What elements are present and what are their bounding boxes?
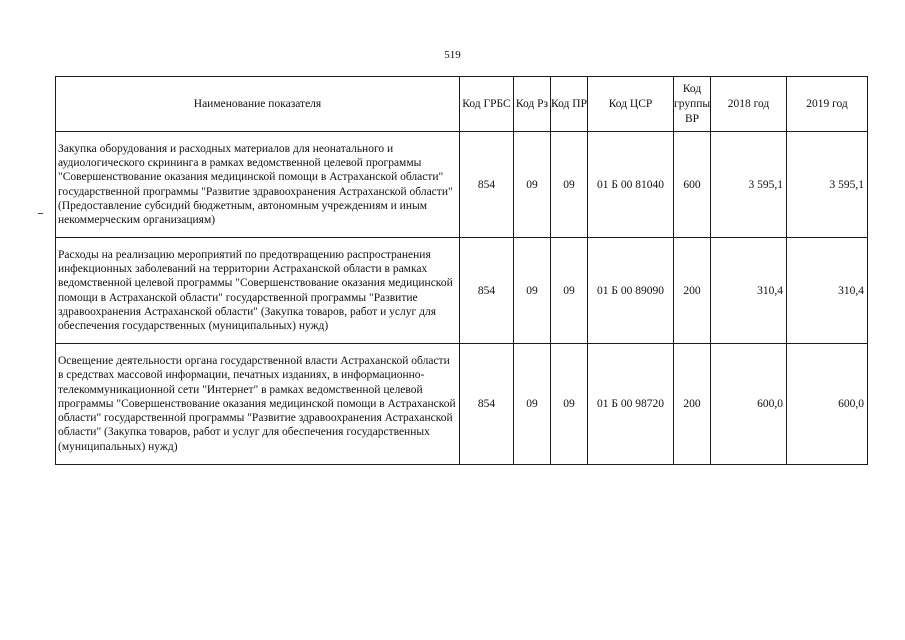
row-rz: 09 xyxy=(514,344,551,465)
row-grbs: 854 xyxy=(460,238,514,344)
table-row xyxy=(56,238,868,344)
row-rz: 09 xyxy=(514,132,551,238)
row-pr: 09 xyxy=(551,344,588,465)
row-name: Освещение деятельности органа государственной власти Астраханской области в средствах массовой информации, печатных изданиях, в информационно-телекоммуникационной сети "Интернет" в рамках ведомственной целевой программы "Совершенствование оказания медицинской помощи в Астраханской области" государственной программы "Развитие здравоохранения Астраханской области" (Закупка товаров, работ и услуг для обеспечения государственных (муниципальных) нужд) xyxy=(56,344,460,465)
row-2018: 600,0 xyxy=(711,344,787,465)
row-2018: 3 595,1 xyxy=(711,132,787,238)
page-number: 519 xyxy=(444,49,461,61)
row-csr: 01 Б 00 89090 xyxy=(588,238,674,344)
row-csr: 01 Б 00 81040 xyxy=(588,132,674,238)
row-2019: 600,0 xyxy=(787,344,868,465)
row-grbs: 854 xyxy=(460,132,514,238)
row-csr: 01 Б 00 98720 xyxy=(588,344,674,465)
row-vr: 200 xyxy=(674,344,711,465)
table-header-row xyxy=(56,77,868,132)
header-2018: 2018 год xyxy=(711,77,787,132)
header-pr: Код ПР xyxy=(551,77,588,132)
row-pr: 09 xyxy=(551,238,588,344)
row-vr: 600 xyxy=(674,132,711,238)
header-name: Наименование показателя xyxy=(56,77,460,132)
row-2019: 310,4 xyxy=(787,238,868,344)
row-rz: 09 xyxy=(514,238,551,344)
row-2019: 3 595,1 xyxy=(787,132,868,238)
header-grbs: Код ГРБС xyxy=(460,77,514,132)
margin-mark xyxy=(38,213,43,214)
header-2019: 2019 год xyxy=(787,77,868,132)
header-vr: Код группы ВР xyxy=(674,77,711,132)
table-row xyxy=(56,344,868,465)
row-vr: 200 xyxy=(674,238,711,344)
row-pr: 09 xyxy=(551,132,588,238)
row-grbs: 854 xyxy=(460,344,514,465)
row-name: Расходы на реализацию мероприятий по предотвращению распространения инфекционных заболеваний на территории Астраханской области в рамках ведомственной целевой программы "Совершенствование оказания медицинской помощи в Астраханской области" государственной программы "Развитие здравоохранения Астраханской области" (Закупка товаров, работ и услуг для обеспечения государственных (муниципальных) нужд) xyxy=(56,238,460,344)
row-name: Закупка оборудования и расходных материалов для неонатального и аудиологического скрининга в рамках ведомственной целевой программы "Совершенствование оказания медицинской помощи в Астраханской области" государственной программы "Развитие здравоохранения Астраханской области" (Предоставление субсидий бюджетным, автономным учреждениям и иным некоммерческим организациям) xyxy=(56,132,460,238)
table-row xyxy=(56,132,868,238)
budget-table xyxy=(55,76,868,465)
header-rz: Код Рз xyxy=(514,77,551,132)
header-csr: Код ЦСР xyxy=(588,77,674,132)
row-2018: 310,4 xyxy=(711,238,787,344)
